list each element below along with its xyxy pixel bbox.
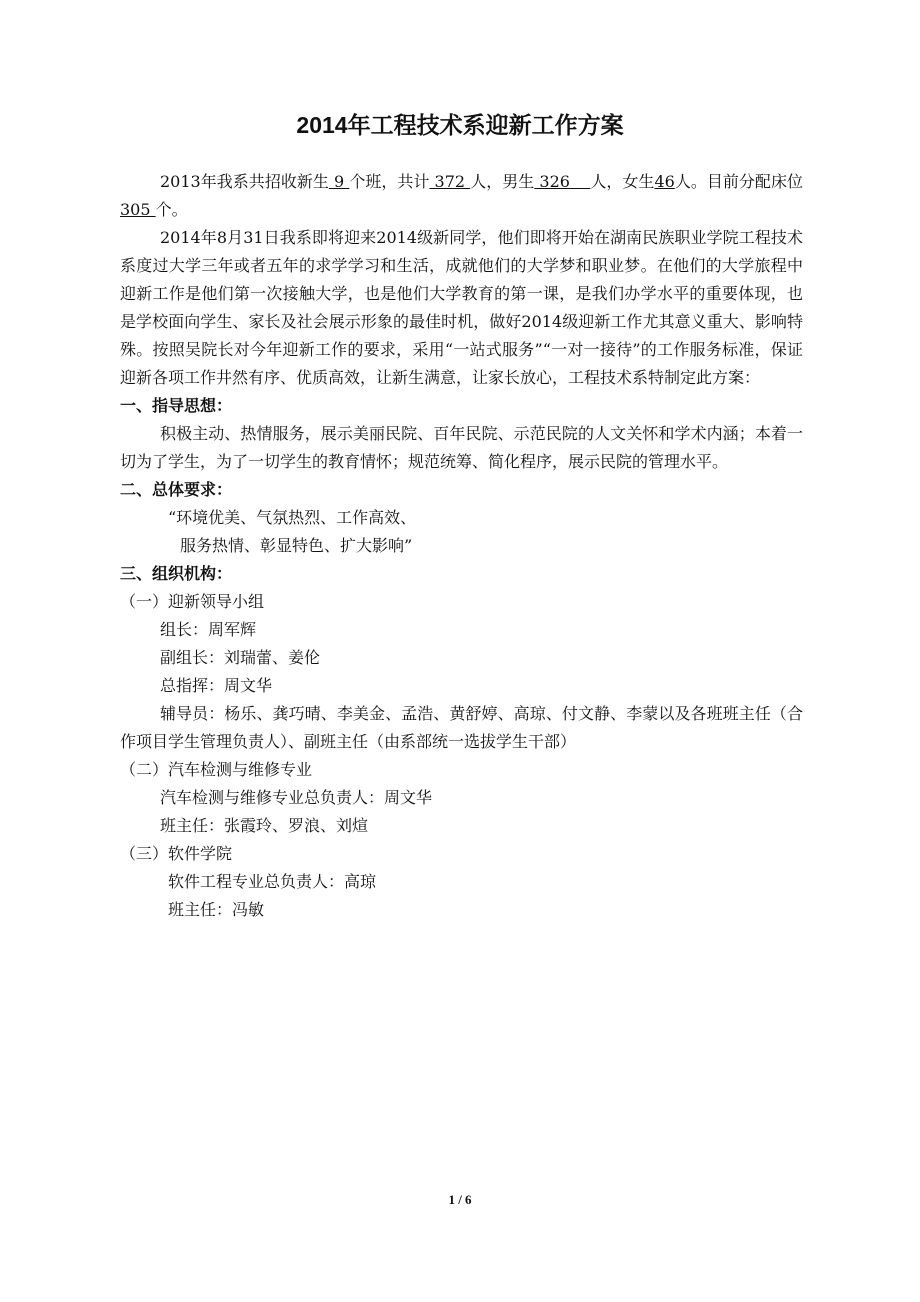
male-count: 326: [534, 172, 591, 191]
intro-text-f: 个。: [155, 200, 188, 219]
intro-paragraph-2: 2014年8月31日我系即将迎来2014级新同学，他们即将开始在湖南民族职业学院工程技术系度过大学三年或者五年的求学学习和生活，成就他们的大学梦和职业梦。在他们的大学旅程中迎新工作是他们第一次接触大学，也是他们大学教育的第一课，是我们办学水平的重要体现，也是学校面向学生、家长及社会展示形象的最佳时机，做好2014级迎新工作尤其意义重大、影响特殊。按照吴院长对今年迎新工作的要求，采用“一站式服务”“一对一接待”的工作服务标准，保证迎新各项工作井然有序、优质高效，让新生满意，让家长放心，工程技术系特制定此方案：: [120, 228, 803, 387]
document-title: 2014年工程技术系迎新工作方案: [296, 112, 624, 138]
group-3-teachers: 班主任：冯敏: [168, 900, 265, 919]
group-1-counselors: 辅导员：杨乐、龚巧晴、李美金、孟浩、黄舒婷、高琼、付文静、李蒙以及各班班主任（合作项目学生管理负责人）、副班主任（由系部统一选拔学生干部）: [120, 704, 803, 751]
section-1-heading: 一、指导思想：: [120, 396, 233, 415]
section-1-text: 积极主动、热情服务，展示美丽民院、百年民院、示范民院的人文关怀和学术内涵；本着一切为了学生，为了一切学生的教育情怀；规范统筹、简化程序，展示民院的管理水平。: [120, 424, 803, 471]
bed-count: 305: [120, 200, 156, 219]
group-1-commander: 总指挥：周文华: [160, 676, 273, 695]
page-number: 1 / 6: [448, 1192, 472, 1207]
intro-text-a: 2013年我系共招收新生: [160, 172, 329, 191]
total-count: 372: [429, 172, 471, 191]
group-1-vice-leader: 副组长：刘瑞蕾、姜伦: [160, 648, 321, 667]
intro-text-d: 人，女生: [590, 172, 655, 191]
female-count: 46: [654, 172, 675, 191]
document-body: [120, 168, 803, 924]
intro-text-b: 个班，共计: [349, 172, 430, 191]
section-2-heading: 二、总体要求：: [120, 480, 233, 499]
group-2-lead: 汽车检测与维修专业总负责人：周文华: [160, 788, 433, 807]
group-1-title: （一）迎新领导小组: [120, 592, 265, 611]
class-count: 9: [328, 172, 350, 191]
section-2-line-2: 服务热情、彰显特色、扩大影响”: [180, 536, 413, 555]
group-2-teachers: 班主任：张霞玲、罗浪、刘煊: [160, 816, 369, 835]
section-2-line-1: “环境优美、气氛热烈、工作高效、: [168, 508, 417, 527]
group-3-lead: 软件工程专业总负责人：高琼: [168, 872, 377, 891]
intro-paragraph-1: [120, 168, 803, 224]
intro-text-c: 人，男生: [470, 172, 535, 191]
group-2-title: （二）汽车检测与维修专业: [120, 760, 313, 779]
group-3-title: （三）软件学院: [120, 844, 233, 863]
intro-text-e: 人。目前分配床位: [674, 172, 803, 191]
section-3-heading: 三、组织机构：: [120, 564, 233, 583]
group-1-leader: 组长：周军辉: [160, 620, 257, 639]
